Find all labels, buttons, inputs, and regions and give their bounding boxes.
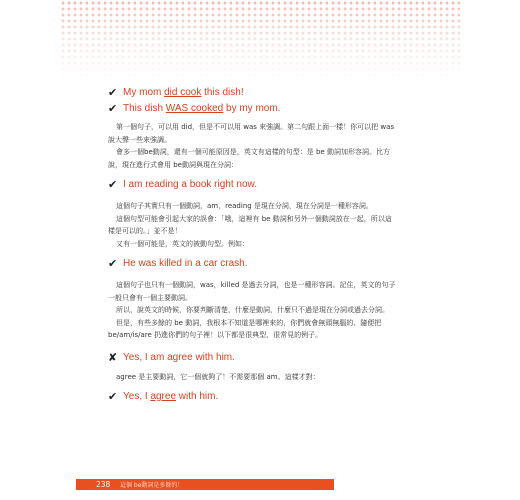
page-number: 238 xyxy=(96,480,111,489)
example-text: Yes, I am agree with him. xyxy=(123,352,235,363)
example-sentence-1 xyxy=(108,84,396,100)
example-sentence-2 xyxy=(108,100,396,116)
paragraph: 這個句子也只有一個動詞，was，killed 是過去分詞，也是一種形容詞。記住，英文的句子一般只會有一個主要動詞。 xyxy=(108,281,396,302)
example-text: Yes, I agree with him. xyxy=(123,390,219,402)
paragraph: 第一個句子，可以用 did，但是不可以用 was 來強調。第二句跟上面一樣！你可以把 was 說大聲一些來強調。 xyxy=(108,123,395,144)
paragraph: 會多一個be動詞，還有一個可能原因是，英文有這樣的句型：是 be 動詞加形容詞。比方說，現在進行式會用 be動詞與現在分詞： xyxy=(108,148,390,169)
example-text: This dish WAS cooked by my mom. xyxy=(123,102,281,114)
paragraph: 這個句型可能會引起大家的誤會：「哦，這裡有 be 動詞和另外一個動詞放在一起，所以這樣是可以的。」並不是！ xyxy=(108,214,392,235)
checkmark-icon: ✔ xyxy=(108,101,118,115)
checkmark-icon: ✔ xyxy=(108,256,118,270)
checkmark-icon: ✔ xyxy=(108,389,118,403)
dot-pattern-decoration xyxy=(60,0,460,80)
checkmark-icon: ✔ xyxy=(108,85,118,99)
example-text: He was killed in a car crash. xyxy=(123,257,248,269)
example-sentence-4 xyxy=(108,255,396,271)
checkmark-icon: ✔ xyxy=(108,177,118,191)
page-content xyxy=(108,84,396,404)
underlined-phrase: WAS cooked xyxy=(165,102,224,114)
paragraph: 但是，有些多餘的 be 動詞，我根本不知道是哪裡來的，你們就會無頭無腦的、隨便把 be/am/is/are 扔進你們的句子裡！以下都是很典型、很常見的例子。 xyxy=(108,318,382,339)
example-text: I am reading a book right now. xyxy=(123,178,257,190)
paragraph: 所以，說英文的時候，你要判斷清楚，什麼是動詞，什麼只不過是現在分詞或過去分詞。 xyxy=(116,306,389,314)
example-sentence-3 xyxy=(108,176,396,192)
cross-mark-icon: ✘ xyxy=(108,351,118,364)
example-sentence-6 xyxy=(108,388,396,404)
footer-bar xyxy=(76,479,334,490)
example-text: My mom did cook this dish! xyxy=(123,86,244,98)
paragraph: agree 是主要動詞，它一個就夠了！不需要那個 am。這樣才對： xyxy=(116,372,320,381)
underlined-phrase: did cook xyxy=(164,86,202,98)
paragraph: 這個句子其實只有一個動詞，am，reading 是現在分詞，現在分詞是一種形容詞。 xyxy=(116,202,373,210)
paragraph: 又有一個可能是，英文的被動句型。例如： xyxy=(116,239,249,248)
example-sentence-5-incorrect xyxy=(108,350,396,366)
underlined-phrase: agree xyxy=(150,390,177,402)
chapter-title: 這個 be動詞是多餘的！ xyxy=(120,482,184,489)
